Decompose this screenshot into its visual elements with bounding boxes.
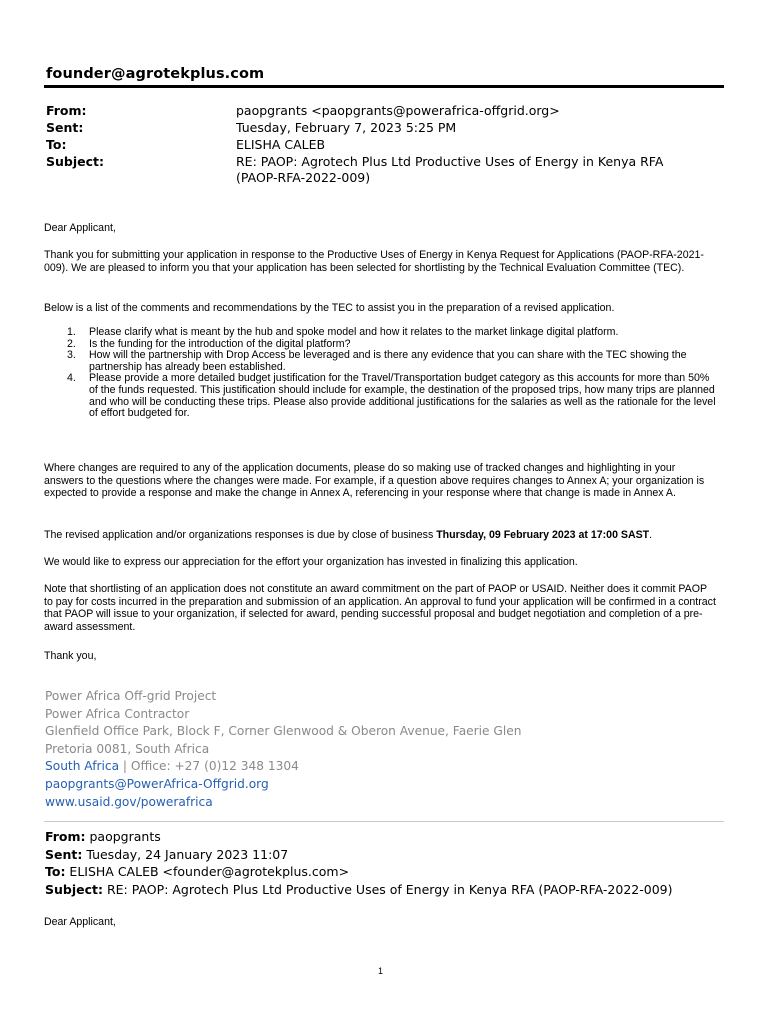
- list-number: 4.: [67, 372, 76, 385]
- prev-sent-row: [45, 846, 672, 864]
- prev-subject-label: Subject:: [45, 881, 103, 897]
- list-number: 2.: [67, 337, 76, 350]
- subject-label: Subject:: [46, 154, 104, 169]
- previous-message-header: [45, 828, 672, 898]
- prev-to-label: To:: [45, 864, 66, 880]
- signature-address-line1: Glenfield Office Park, Block F, Corner Glenwood & Oberon Avenue, Faerie Glen: [45, 724, 522, 739]
- prev-sent-label: Sent:: [45, 846, 83, 862]
- signature-org: Power Africa Off-grid Project: [45, 689, 217, 703]
- previous-message-divider: [44, 821, 724, 822]
- subject-value: RE: PAOP: Agrotech Plus Ltd Productive Uses of Energy in Kenya RFA (PAOP-RFA-2022-009): [236, 154, 664, 185]
- deadline-date: Thursday, 09 February 2023 at 17:00 SAST: [436, 529, 650, 541]
- deadline-end: .: [649, 529, 653, 541]
- list-text: Please provide a more detailed budget justification for the Travel/Transportation budget category as this accounts for more than 50% of the funds requested. This justification should include for example, the destination of the proposed trips, how many trips are planned and who will be conducting these trips. Please also provide additional justifications for the salaries as well as the rationale for the level of effort budgeted for.: [89, 372, 716, 420]
- page-number: 1: [378, 966, 384, 976]
- prev-from-value: paopgrants: [85, 829, 161, 844]
- list-number: 3.: [67, 349, 76, 362]
- prev-to-row: [45, 863, 672, 881]
- signature-contact: [45, 758, 521, 776]
- to-value[interactable]: ELISHA CALEB: [236, 137, 326, 152]
- changes-paragraph: Where changes are required to any of the application documents, please do so making use of tracked changes and highlighting in your answers to the questions where the changes were made. For example, if a question above requires changes to Annex A; your organization is expected to provide a response and make the change in Annex A, referencing in your response where that change is made in Annex A.: [44, 462, 705, 500]
- signature-country: South Africa: [45, 759, 120, 774]
- signature-office: | Office: +27 (0)12 348 1304: [119, 759, 299, 774]
- prev-subject-row: [45, 881, 672, 899]
- to-label: To:: [46, 137, 67, 152]
- deadline-intro: The revised application and/or organizations responses is due by close of business: [44, 529, 437, 541]
- list-text: How will the partnership with Drop Access be leveraged and is there any evidence that you can share with the TEC showing the partnership has already been established.: [89, 349, 687, 373]
- disclaimer-paragraph: Note that shortlisting of an application does not constitute an award commitment on the part of PAOP or USAID. Neither does it commit PAOP to pay for costs incurred in the preparation and submission of an application. An approval to fund your application will be confirmed in a contract that PAOP will issue to your organization, if selected for award, pending successful proposal and budget negotiation and completion of a pre-award assessment.: [44, 583, 716, 633]
- list-text: Please clarify what is meant by the hub and spoke model and how it relates to the market linkage digital platform.: [89, 326, 619, 338]
- list-item: [44, 350, 716, 373]
- prev-to-value: ELISHA CALEB <founder@agrotekplus.com>: [65, 864, 350, 880]
- tec-intro-paragraph: Below is a list of the comments and recommendations by the TEC to assist you in the preparation of a revised application.: [44, 302, 615, 314]
- signature-block: [45, 688, 521, 811]
- sent-value: Tuesday, February 7, 2023 5:25 PM: [236, 120, 457, 135]
- greeting: Dear Applicant,: [44, 222, 116, 234]
- header-divider: [44, 85, 724, 88]
- prev-from-row: [45, 828, 672, 846]
- signature-website-link[interactable]: www.usaid.gov/powerafrica: [45, 794, 213, 809]
- from-value[interactable]: paopgrants <paopgrants@powerafrica-offgrid.org>: [236, 103, 560, 118]
- from-label: From:: [46, 103, 87, 118]
- tec-comments-list: [44, 327, 716, 420]
- account-email: founder@agrotekplus.com: [46, 66, 265, 82]
- appreciation-paragraph: We would like to express our appreciation for the effort your organization has invested in finalizing this application.: [44, 556, 578, 568]
- prev-subject-value: RE: PAOP: Agrotech Plus Ltd Productive Uses of Energy in Kenya RFA (PAOP-RFA-2022-009): [103, 881, 673, 897]
- sent-label: Sent:: [46, 120, 84, 135]
- intro-paragraph: Thank you for submitting your application in response to the Productive Uses of Energy in Kenya Request for Applications (PAOP-RFA-2021-009). We are pleased to inform you that your application has been selected for shortlisting by the Technical Evaluation Committee (TEC).: [44, 249, 704, 274]
- prev-sent-value: Tuesday, 24 January 2023 11:07: [82, 846, 289, 862]
- list-text: Is the funding for the introduction of the digital platform?: [89, 337, 351, 350]
- signature-role: Power Africa Contractor: [45, 706, 190, 721]
- prev-from-label: From:: [45, 829, 86, 844]
- list-number: 1.: [67, 326, 76, 338]
- closing: Thank you,: [44, 650, 97, 662]
- list-item: [44, 373, 716, 419]
- previous-greeting: Dear Applicant,: [44, 916, 116, 928]
- signature-address-line2: Pretoria 0081, South Africa: [45, 741, 210, 756]
- deadline-paragraph: [44, 529, 716, 542]
- signature-email-link[interactable]: paopgrants@PowerAfrica-Offgrid.org: [45, 776, 269, 791]
